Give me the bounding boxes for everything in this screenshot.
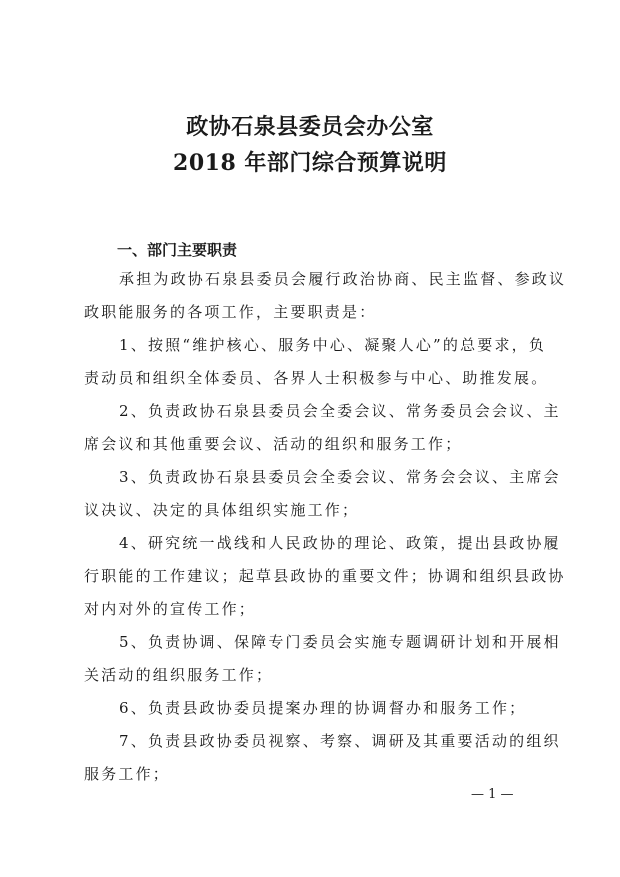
body-line: 服务工作； <box>84 765 171 783</box>
body-line: 7、负责县政协委员视察、考察、调研及其重要活动的组织 <box>119 732 561 750</box>
body-line: 承担为政协石泉县委员会履行政治协商、民主监督、参政议 <box>119 270 567 288</box>
body-line: 政职能服务的各项工作，主要职责是： <box>84 303 377 321</box>
body-line: 责动员和组织全体委员、各界人士积极参与中心、助推发展。 <box>84 369 549 387</box>
document-title-line2: 2018 年部门综合预算说明 <box>173 150 447 176</box>
body-line: 关活动的组织服务工作； <box>84 666 274 684</box>
body-line: 对内对外的宣传工作； <box>84 600 257 618</box>
body-line: 席会议和其他重要会议、活动的组织和服务工作； <box>84 435 463 453</box>
section-heading: 一、部门主要职责 <box>117 241 238 259</box>
document-title-line1: 政协石泉县委员会办公室 <box>186 114 434 140</box>
body-line: 5、负责协调、保障专门委员会实施专题调研计划和开展相 <box>119 633 561 651</box>
body-line: 6、负责县政协委员提案办理的协调督办和服务工作； <box>119 699 527 717</box>
body-line: 行职能的工作建议；起草县政协的重要文件；协调和组织县政协 <box>84 567 566 585</box>
body-line: 4、研究统一战线和人民政协的理论、政策，提出县政协履 <box>119 534 561 552</box>
body-line: 3、负责政协石泉县委员会全委会议、常务会会议、主席会 <box>119 468 561 486</box>
page-number: — 1 — <box>471 787 514 802</box>
body-line: 2、负责政协石泉县委员会全委会议、常务委员会会议、主 <box>119 402 561 420</box>
body-line: 议决议、决定的具体组织实施工作； <box>84 501 360 519</box>
body-line: 1、按照“维护核心、服务中心、凝聚人心”的总要求，负 <box>119 336 547 354</box>
